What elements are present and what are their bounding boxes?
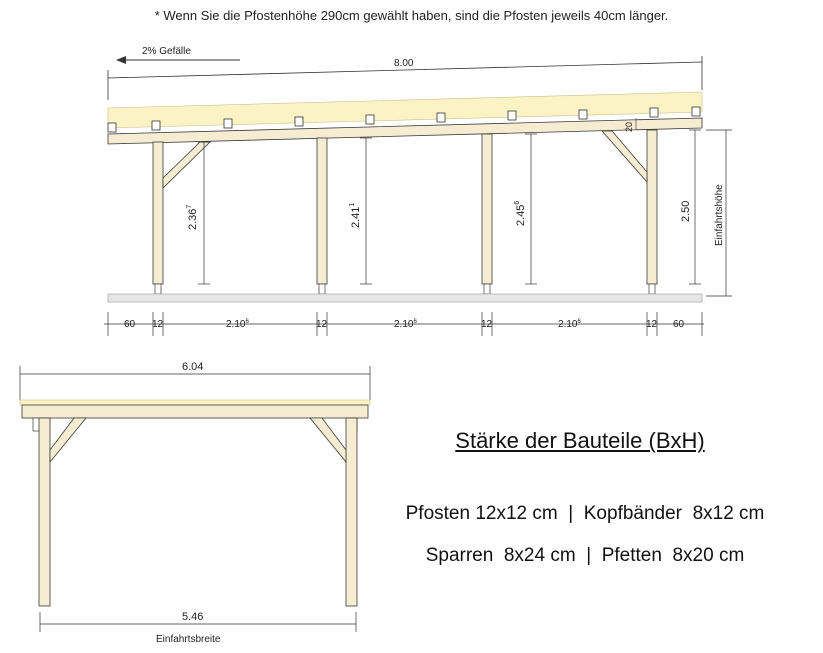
rafter-block: [108, 123, 116, 132]
specs-line-2: Sparren 8x24 cm | Pfetten 8x20 cm: [425, 545, 745, 566]
total-width-label: 6.04: [182, 361, 204, 373]
bottom-dim-label: 12: [481, 319, 493, 330]
post-4: [647, 130, 657, 284]
front-roof-edge: [20, 400, 370, 405]
posts: [153, 130, 657, 294]
rafter-block: [152, 121, 160, 130]
front-rafter: [22, 405, 368, 418]
slope-arrow-head: [116, 56, 126, 64]
post-height-label-1: 2.36$^7$: [186, 204, 199, 230]
bottom-dim-chain: [104, 312, 704, 336]
rafter-block: [692, 107, 700, 116]
front-view: [20, 361, 370, 645]
post-height-label-2: 2.41$^1$: [349, 202, 362, 228]
rafter-block: [224, 119, 232, 128]
entrance-width-label: 5.46: [182, 611, 204, 623]
post-height-label-4: 2.50: [680, 200, 692, 222]
specs-line-1: Pfosten 12x12 cm | Kopfbänder 8x12 cm: [405, 503, 765, 524]
front-brace-left: [50, 418, 86, 462]
brace-left: [163, 142, 210, 188]
bottom-dim-label: 60: [673, 319, 685, 330]
post-height-label-3: 2.45$^6$: [514, 200, 527, 226]
front-post-left: [39, 418, 50, 606]
rafter-block: [650, 108, 658, 117]
post-3: [482, 134, 492, 284]
bottom-dim-label: 12: [646, 319, 658, 330]
bottom-dim-label: 60: [124, 319, 136, 330]
side-view: [104, 46, 732, 336]
bottom-dim-label: 2.10$^6$: [558, 319, 581, 330]
rafter-block: [508, 111, 516, 120]
post-foot: [155, 284, 161, 294]
brace-right: [602, 131, 647, 182]
rafter-block: [366, 115, 374, 124]
post-foot: [319, 284, 325, 294]
rafter-height-label: 20: [624, 121, 634, 132]
ground: [108, 294, 702, 302]
bottom-dim-label: 12: [152, 319, 164, 330]
rafter-block: [295, 117, 303, 126]
post-foot: [649, 284, 655, 294]
length-dim-label: 8.00: [394, 58, 414, 69]
entrance-width-caption: Einfahrtsbreite: [156, 634, 221, 645]
specs-title: Stärke der Bauteile (BxH): [455, 428, 705, 453]
bottom-dim-label: 12: [316, 319, 328, 330]
bottom-dim-label: 2.10$^6$: [226, 319, 249, 330]
front-brace-right: [310, 418, 346, 462]
entrance-height-label: Einfahrtshöhe: [714, 184, 725, 246]
post-foot: [484, 284, 490, 294]
post-2: [317, 138, 327, 284]
footnote: * Wenn Sie die Pfostenhöhe 290cm gewählt haben, sind die Pfosten jeweils 40cm länger.: [154, 8, 669, 23]
rafter-block: [437, 113, 445, 122]
post-1: [153, 142, 163, 284]
front-post-right: [346, 418, 357, 606]
bottom-dim-label: 2.10$^6$: [394, 319, 417, 330]
slope-label: 2% Gefälle: [142, 46, 191, 57]
rafter-block: [579, 110, 587, 119]
